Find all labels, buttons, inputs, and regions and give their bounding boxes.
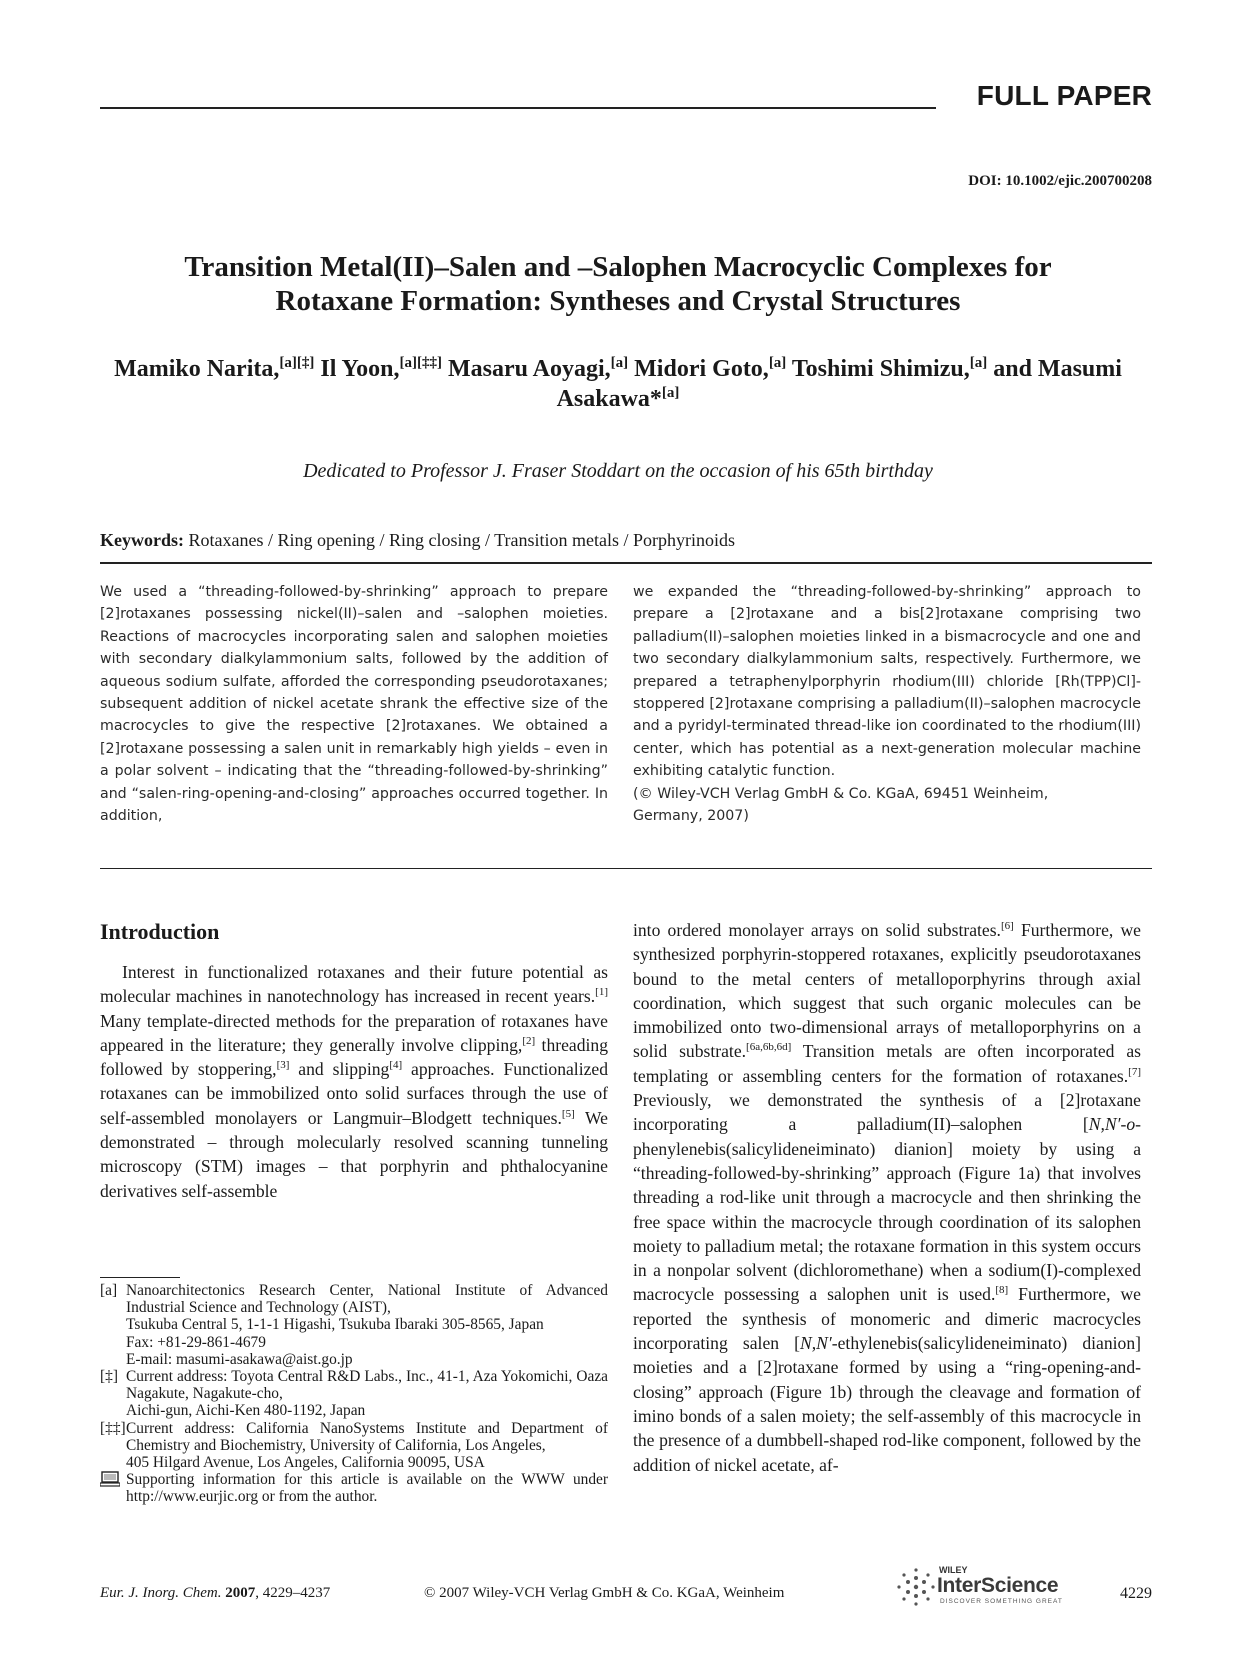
footnote-line: Tsukuba Central 5, 1-1-1 Higashi, Tsukuba Ibaraki 305-8565, Japan xyxy=(126,1316,544,1334)
footnote-mark: [‡‡] xyxy=(100,1419,126,1437)
page-number: 4229 xyxy=(1120,1585,1152,1602)
journal-name: Eur. J. Inorg. Chem. xyxy=(100,1585,222,1601)
author-list xyxy=(100,354,1136,414)
footnote-email[interactable]: E-mail: masumi-asakawa@aist.go.jp xyxy=(126,1350,353,1368)
logo-main-text: InterScience xyxy=(937,1574,1059,1597)
author-name: Masaru Aoyagi, xyxy=(441,356,611,382)
body-text: and slipping xyxy=(289,1059,390,1080)
author-name: Mamiko Narita, xyxy=(114,356,280,382)
logo-tagline: DISCOVER SOMETHING GREAT xyxy=(940,1598,1063,1605)
logo-top-text: WILEY xyxy=(939,1565,968,1575)
footnote-mark: [‡] xyxy=(100,1368,118,1386)
footnote-line: Current address: California NanoSystems Institute and Department of Chemistry and Biochemistry, University of California, Los Angeles, xyxy=(126,1419,608,1454)
footnote-supporting-info xyxy=(100,1471,608,1505)
journal-citation xyxy=(100,1585,330,1602)
citation-ref[interactable]: [3] xyxy=(276,1059,290,1072)
footnote-line: Aichi-gun, Aichi-Ken 480-1192, Japan xyxy=(126,1402,366,1420)
author-affiliation: [a] xyxy=(969,355,988,371)
author-name: Midori Goto, xyxy=(628,356,769,382)
citation-ref[interactable]: [5] xyxy=(561,1107,575,1120)
doi[interactable]: DOI: 10.1002/ejic.200700208 xyxy=(968,173,1152,189)
footnote-affiliation-a xyxy=(100,1282,608,1368)
abstract-bottom-rule xyxy=(100,868,1152,869)
footnote-affiliation-b xyxy=(100,1368,608,1420)
body-text: -phenylenebis(salicylideneiminato) dianion] moiety by using a “threading-followed-by-shrinking” approach (Figure 1a) that involves threading a rod-like unit through a macrocycle and then shrinking the free space within the macrocycle through coordination of its salophen moiety to palladium metal; the rotaxane formation in this system occurs in a nonpolar solvent (dichloromethane) when a sodium(I)-complexed macrocycle possessing a salophen unit is used. xyxy=(633,1114,1141,1305)
intro-left-column xyxy=(100,960,608,1203)
footnote-affiliation-c xyxy=(100,1420,608,1472)
header-rule xyxy=(100,107,936,109)
abstract-right-text: we expanded the “threading-followed-by-shrinking” approach to prepare a [2]rotaxane and a bis[2]rotaxane comprising two palladium(II)–salophen moieties linked in a bismacrocycle and one and two secondary dialkylammonium salts, respectively. Furthermore, we prepared a tetraphenylporphyrin rhodium(III) chloride [Rh(TPP)Cl]-stoppered [2]rotaxane comprising a palladium(II)–salophen macrocycle and a pyridyl-terminated thread-like ion coordinated to the rhodium(III) center, which has potential as a next-generation molecular machine exhibiting catalytic function. xyxy=(633,584,1141,780)
author-name: Toshimi Shimizu, xyxy=(786,356,970,382)
citation-ref[interactable]: [6a,6b,6d] xyxy=(746,1041,792,1054)
journal-year: 2007 xyxy=(225,1585,256,1601)
citation-ref[interactable]: [8] xyxy=(995,1284,1009,1297)
abstract-right-column xyxy=(633,581,1141,827)
body-text: Many template-directed methods for the preparation of rotaxanes have appeared in the literature; they generally involve clipping, xyxy=(100,1010,608,1055)
body-text: threading followed by stoppering, xyxy=(100,1034,608,1080)
dedication: Dedicated to Professor J. Fraser Stoddart on the occasion of his 65th birthday xyxy=(303,460,933,482)
footnote-line: Nanoarchitectonics Research Center, National Institute of Advanced Industrial Science and Technology (AIST), xyxy=(126,1282,608,1317)
author-affiliation: [a] xyxy=(768,355,787,371)
section-heading: Introduction xyxy=(100,919,220,944)
body-text: Transition metals are often incorporated as templating or assembling centers for the formation of rotaxanes. xyxy=(633,1041,1141,1086)
footnote-line: Fax: +81-29-861-4679 xyxy=(126,1333,266,1351)
author-affiliation: [a][‡] xyxy=(279,355,315,371)
abstract-copyright-line-1: (© Wiley-VCH Verlag GmbH & Co. KGaA, 69451 Weinheim, xyxy=(633,785,1049,802)
body-text: approaches. Functionalized rotaxanes can be immobilized onto solid surfaces through the use of self-assembled monolayers or Langmuir–Blodgett techniques. xyxy=(100,1059,609,1128)
journal-pages: , 4229–4237 xyxy=(255,1585,331,1601)
abstract-top-rule xyxy=(100,562,1152,564)
body-text: -ethylenebis(salicylideneiminato) dianion] moieties and a [2]rotaxane formed by using a “ring-opening-and-closing” approach (Figure 1b) through the cleavage and formation of imino bonds of a salen moiety; the self-assembly of this macrocycle in the presence of a dumbbell-shaped rod-like component, followed by the addition of nickel acetate, af- xyxy=(633,1333,1141,1475)
italic-text: N,N′-o xyxy=(1088,1114,1136,1135)
citation-ref[interactable]: [4] xyxy=(389,1059,403,1072)
article-title xyxy=(100,250,1136,318)
footnote-line: 405 Hilgard Avenue, Los Angeles, California 90095, USA xyxy=(126,1454,485,1472)
title-line-2: Rotaxane Formation: Syntheses and Crystal Structures xyxy=(275,285,961,317)
footnote-rule xyxy=(100,1277,180,1278)
body-text: Previously, we demonstrated the synthesis of a [2]rotaxane incorporating a palladium(II)–salophen [ xyxy=(633,1090,1141,1135)
citation-ref[interactable]: [6] xyxy=(1000,920,1014,932)
author-affiliation: [a][‡‡] xyxy=(399,355,442,371)
body-text: Furthermore, we reported the synthesis of monomeric and dimeric macrocycles incorporating salen [ xyxy=(633,1284,1141,1354)
footnote-mark: [a] xyxy=(100,1282,118,1299)
globe-icon xyxy=(895,1566,937,1608)
keywords-list: Rotaxanes / Ring opening / Ring closing / Transition metals / Porphyrinoids xyxy=(184,530,736,550)
footnotes xyxy=(100,1282,608,1506)
interscience-logo[interactable] xyxy=(895,1565,1065,1609)
citation-ref[interactable]: [1] xyxy=(595,986,608,999)
body-text: We demonstrated – through molecularly resolved scanning tunneling microscopy (STM) images – that porphyrin and phthalocyanine derivatives self-assemble xyxy=(100,1107,608,1201)
footnote-line: Current address: Toyota Central R&D Labs., Inc., 41-1, Aza Yokomichi, Oaza Nagakute, Nagakute-cho, xyxy=(126,1368,608,1403)
intro-right-column xyxy=(633,918,1141,1477)
body-text: Interest in functionalized rotaxanes and their future potential as molecular machines in nanotechnology has increased in recent years. xyxy=(100,962,608,1007)
citation-ref[interactable]: [2] xyxy=(522,1034,536,1047)
keywords-label: Keywords: xyxy=(100,530,184,550)
abstract-left-column: We used a “threading-followed-by-shrinking” approach to prepare [2]rotaxanes possessing nickel(II)–salen and –salophen moieties. Reactions of macrocycles incorporating salen and salophen moieties with secondary dialkylammonium salts, followed by the addition of aqueous sodium sulfate, afforded the corresponding pseudorotaxanes; subsequent addition of nickel acetate shrank the effective size of the macrocycles to give the respective [2]rotaxanes. We obtained a [2]rotaxane possessing a salen unit in remarkably high yields – even in a polar solvent – indicating that the “threading-followed-by-shrinking” and “salen-ring-opening-and-closing” approaches occurred together. In addition, xyxy=(100,584,608,825)
author-affiliation: [a] xyxy=(610,355,629,371)
computer-icon xyxy=(100,1471,120,1487)
author-affiliation: [a] xyxy=(661,385,680,401)
abstract-copyright-line-2: Germany, 2007) xyxy=(633,808,749,825)
section-label: FULL PAPER xyxy=(976,80,1152,111)
author-name: Il Yoon, xyxy=(314,356,400,382)
supporting-info-text[interactable]: Supporting information for this article is available on the WWW under http://www.eurjic.org or from the author. xyxy=(126,1471,608,1506)
citation-ref[interactable]: [7] xyxy=(1128,1065,1141,1078)
footer-copyright: © 2007 Wiley-VCH Verlag GmbH & Co. KGaA, Weinheim xyxy=(424,1585,785,1601)
body-text: Furthermore, we synthesized porphyrin-stoppered rotaxanes, explicitly pseudorotaxanes bound to the metal centers of metalloporphyrins through axial coordination, which suggest that such organic molecules can be immobilized onto two-dimensional arrays of metalloporphyrins on a solid substrate. xyxy=(633,920,1141,1062)
keywords xyxy=(100,530,735,551)
title-line-1: Transition Metal(II)–Salen and –Salophen Macrocyclic Complexes for xyxy=(184,251,1052,283)
author-name: and Masumi Asakawa* xyxy=(556,356,1122,412)
italic-text: N,N′ xyxy=(800,1333,832,1354)
body-text: into ordered monolayer arrays on solid substrates. xyxy=(633,920,1001,940)
